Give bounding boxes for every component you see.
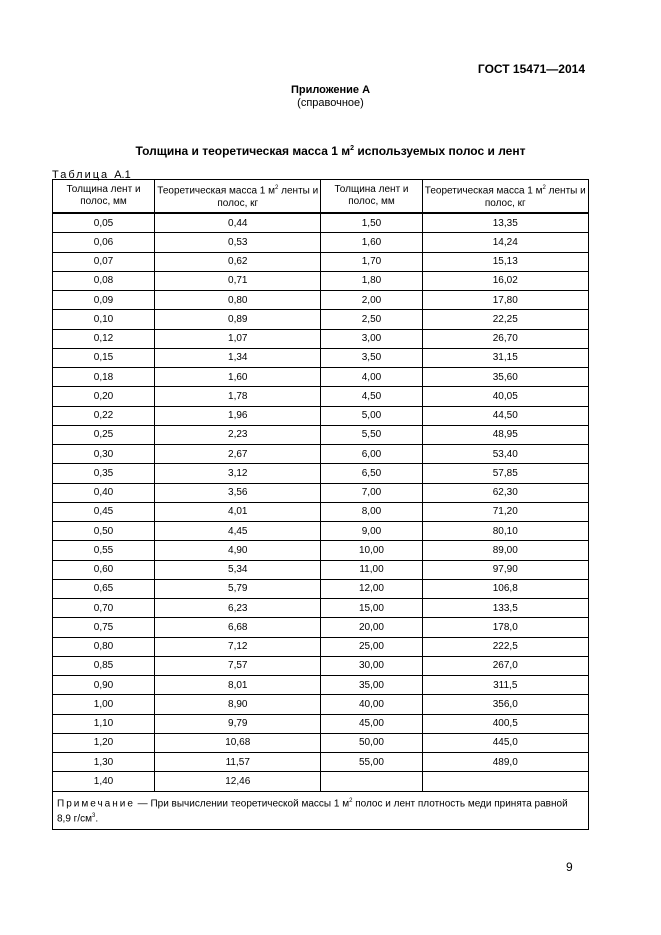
cell-mass-2: 133,5 xyxy=(422,599,588,618)
cell-thickness-1: 0,50 xyxy=(53,522,155,541)
cell-thickness-2: 12,00 xyxy=(321,579,422,598)
note-sup-2: 3 xyxy=(91,812,96,819)
cell-mass-2: 35,60 xyxy=(422,368,588,387)
header-mass-1-tail: ленты и полос, кг xyxy=(217,185,319,209)
table-row xyxy=(53,348,589,367)
cell-mass-1: 6,68 xyxy=(155,618,321,637)
cell-thickness-2: 35,00 xyxy=(321,676,422,695)
cell-mass-2: 71,20 xyxy=(422,502,588,521)
cell-mass-2: 356,0 xyxy=(422,695,588,714)
table-row xyxy=(53,541,589,560)
header-mass-1 xyxy=(155,180,321,214)
cell-thickness-2: 15,00 xyxy=(321,599,422,618)
header-mass-2-text: Теоретическая масса 1 м xyxy=(424,185,543,197)
cell-mass-1: 8,01 xyxy=(155,676,321,695)
table-row xyxy=(53,464,589,483)
cell-mass-1: 4,45 xyxy=(155,522,321,541)
table-note xyxy=(53,791,589,830)
cell-mass-1: 9,79 xyxy=(155,714,321,733)
table-row xyxy=(53,618,589,637)
cell-mass-2 xyxy=(422,772,588,791)
cell-mass-2: 222,5 xyxy=(422,637,588,656)
table-row xyxy=(53,310,589,329)
cell-mass-1: 4,01 xyxy=(155,502,321,521)
cell-mass-1: 2,67 xyxy=(155,445,321,464)
header-mass-2 xyxy=(422,180,588,214)
note-text-before: — При вычислении теоретической массы 1 м xyxy=(134,797,350,809)
table-row xyxy=(53,676,589,695)
cell-mass-1: 1,34 xyxy=(155,348,321,367)
cell-mass-2: 16,02 xyxy=(422,271,588,290)
cell-thickness-1: 0,25 xyxy=(53,425,155,444)
cell-thickness-1: 0,09 xyxy=(53,291,155,310)
cell-thickness-1: 0,85 xyxy=(53,656,155,675)
cell-thickness-1: 1,00 xyxy=(53,695,155,714)
cell-thickness-2: 11,00 xyxy=(321,560,422,579)
cell-mass-1: 3,12 xyxy=(155,464,321,483)
cell-thickness-1: 0,07 xyxy=(53,252,155,271)
table-body xyxy=(53,213,589,791)
cell-mass-2: 400,5 xyxy=(422,714,588,733)
cell-thickness-2: 10,00 xyxy=(321,541,422,560)
annex-title: Приложение А xyxy=(290,84,371,96)
cell-mass-1: 7,57 xyxy=(155,656,321,675)
header-thickness-1: Толщина лент и полос, мм xyxy=(53,180,155,214)
cell-thickness-2: 40,00 xyxy=(321,695,422,714)
table-row xyxy=(53,406,589,425)
header-mass-1-sup: 2 xyxy=(275,185,279,192)
data-table xyxy=(52,179,589,830)
document-title xyxy=(0,144,661,158)
table-row xyxy=(53,714,589,733)
cell-mass-1: 5,79 xyxy=(155,579,321,598)
cell-thickness-2: 4,50 xyxy=(321,387,422,406)
cell-thickness-2: 55,00 xyxy=(321,753,422,772)
table-row xyxy=(53,368,589,387)
table-row xyxy=(53,656,589,675)
cell-mass-2: 267,0 xyxy=(422,656,588,675)
cell-thickness-2: 25,00 xyxy=(321,637,422,656)
cell-mass-2: 106,8 xyxy=(422,579,588,598)
cell-mass-2: 15,13 xyxy=(422,252,588,271)
cell-mass-2: 311,5 xyxy=(422,676,588,695)
table-row xyxy=(53,599,589,618)
cell-thickness-1: 0,35 xyxy=(53,464,155,483)
standard-code: ГОСТ 15471—2014 xyxy=(477,62,585,76)
cell-mass-2: 57,85 xyxy=(422,464,588,483)
cell-mass-2: 80,10 xyxy=(422,522,588,541)
document-title-sup: 2 xyxy=(350,145,355,152)
cell-thickness-1: 0,65 xyxy=(53,579,155,598)
cell-thickness-1: 0,20 xyxy=(53,387,155,406)
cell-mass-2: 14,24 xyxy=(422,233,588,252)
cell-mass-1: 0,80 xyxy=(155,291,321,310)
cell-mass-2: 53,40 xyxy=(422,445,588,464)
table-row xyxy=(53,637,589,656)
table-row xyxy=(53,560,589,579)
cell-thickness-2: 5,50 xyxy=(321,425,422,444)
cell-thickness-2: 7,00 xyxy=(321,483,422,502)
table-row xyxy=(53,233,589,252)
cell-mass-2: 40,05 xyxy=(422,387,588,406)
cell-thickness-2: 30,00 xyxy=(321,656,422,675)
cell-mass-2: 44,50 xyxy=(422,406,588,425)
cell-mass-2: 17,80 xyxy=(422,291,588,310)
header-thickness-2: Толщина лент и полос, мм xyxy=(321,180,422,214)
cell-mass-2: 89,00 xyxy=(422,541,588,560)
cell-thickness-1: 1,20 xyxy=(53,733,155,752)
table-row xyxy=(53,387,589,406)
cell-mass-1: 5,34 xyxy=(155,560,321,579)
cell-thickness-1: 0,40 xyxy=(53,483,155,502)
table-note-row xyxy=(53,791,589,830)
cell-thickness-2: 1,80 xyxy=(321,271,422,290)
cell-mass-1: 4,90 xyxy=(155,541,321,560)
note-text-mid: полос и лент плотность меди принята равной 8,9 г/см xyxy=(57,797,568,825)
cell-mass-1: 6,23 xyxy=(155,599,321,618)
cell-mass-1: 0,44 xyxy=(155,213,321,233)
table-row xyxy=(53,483,589,502)
cell-mass-1: 12,46 xyxy=(155,772,321,791)
table-row xyxy=(53,522,589,541)
cell-thickness-2: 6,50 xyxy=(321,464,422,483)
cell-mass-1: 0,89 xyxy=(155,310,321,329)
cell-thickness-1: 0,08 xyxy=(53,271,155,290)
cell-thickness-1: 0,12 xyxy=(53,329,155,348)
cell-thickness-2: 5,00 xyxy=(321,406,422,425)
cell-mass-1: 1,96 xyxy=(155,406,321,425)
table-row xyxy=(53,695,589,714)
cell-mass-2: 13,35 xyxy=(422,213,588,233)
table-row xyxy=(53,502,589,521)
table-row xyxy=(53,213,589,233)
cell-mass-1: 10,68 xyxy=(155,733,321,752)
cell-thickness-2: 1,60 xyxy=(321,233,422,252)
cell-thickness-2: 20,00 xyxy=(321,618,422,637)
cell-mass-1: 0,71 xyxy=(155,271,321,290)
cell-thickness-2: 3,50 xyxy=(321,348,422,367)
cell-thickness-2: 9,00 xyxy=(321,522,422,541)
cell-thickness-1: 0,22 xyxy=(53,406,155,425)
cell-thickness-1: 1,30 xyxy=(53,753,155,772)
table-row xyxy=(53,733,589,752)
cell-mass-1: 1,07 xyxy=(155,329,321,348)
cell-thickness-2: 2,00 xyxy=(321,291,422,310)
document-title-text: Толщина и теоретическая масса 1 м xyxy=(135,144,351,158)
cell-thickness-2: 6,00 xyxy=(321,445,422,464)
cell-thickness-1: 0,90 xyxy=(53,676,155,695)
table-row xyxy=(53,425,589,444)
table-row xyxy=(53,772,589,791)
cell-mass-2: 31,15 xyxy=(422,348,588,367)
table-row xyxy=(53,271,589,290)
cell-thickness-1: 0,70 xyxy=(53,599,155,618)
cell-thickness-1: 0,05 xyxy=(53,213,155,233)
cell-thickness-1: 0,15 xyxy=(53,348,155,367)
header-mass-2-sup: 2 xyxy=(542,185,546,192)
table-row xyxy=(53,445,589,464)
cell-thickness-2: 8,00 xyxy=(321,502,422,521)
header-mass-1-text: Теоретическая масса 1 м xyxy=(157,185,276,197)
cell-thickness-1: 0,60 xyxy=(53,560,155,579)
table-header-row xyxy=(53,180,589,214)
table-row xyxy=(53,291,589,310)
cell-thickness-1: 0,80 xyxy=(53,637,155,656)
header-mass-2-tail: ленты и полос, кг xyxy=(484,185,586,209)
cell-thickness-2: 2,50 xyxy=(321,310,422,329)
table-row xyxy=(53,753,589,772)
document-title-text-after: используемых полос и лент xyxy=(354,144,526,158)
cell-mass-2: 62,30 xyxy=(422,483,588,502)
cell-mass-1: 2,23 xyxy=(155,425,321,444)
cell-thickness-1: 0,55 xyxy=(53,541,155,560)
cell-thickness-1: 0,18 xyxy=(53,368,155,387)
note-label: Примечание xyxy=(57,797,135,809)
cell-thickness-1: 1,10 xyxy=(53,714,155,733)
cell-thickness-2: 3,00 xyxy=(321,329,422,348)
cell-mass-2: 48,95 xyxy=(422,425,588,444)
cell-mass-2: 445,0 xyxy=(422,733,588,752)
annex-subtitle: (справочное) xyxy=(297,97,364,109)
table-row xyxy=(53,252,589,271)
cell-mass-1: 1,78 xyxy=(155,387,321,406)
cell-thickness-2: 1,50 xyxy=(321,213,422,233)
cell-thickness-2: 45,00 xyxy=(321,714,422,733)
cell-mass-1: 3,56 xyxy=(155,483,321,502)
cell-thickness-2: 1,70 xyxy=(321,252,422,271)
page-number: 9 xyxy=(566,860,573,874)
cell-thickness-1: 0,30 xyxy=(53,445,155,464)
cell-thickness-2 xyxy=(321,772,422,791)
table-label-word: Таблица xyxy=(52,169,110,181)
table-label-number: А.1 xyxy=(114,169,131,181)
cell-mass-2: 22,25 xyxy=(422,310,588,329)
cell-mass-2: 26,70 xyxy=(422,329,588,348)
cell-thickness-1: 0,06 xyxy=(53,233,155,252)
cell-mass-2: 489,0 xyxy=(422,753,588,772)
cell-mass-2: 178,0 xyxy=(422,618,588,637)
table-row xyxy=(53,329,589,348)
cell-thickness-1: 1,40 xyxy=(53,772,155,791)
cell-mass-1: 0,53 xyxy=(155,233,321,252)
cell-thickness-1: 0,75 xyxy=(53,618,155,637)
cell-mass-1: 0,62 xyxy=(155,252,321,271)
note-sup-1: 2 xyxy=(349,797,353,804)
cell-thickness-2: 4,00 xyxy=(321,368,422,387)
cell-mass-1: 8,90 xyxy=(155,695,321,714)
cell-thickness-2: 50,00 xyxy=(321,733,422,752)
note-text-end: . xyxy=(95,813,99,825)
cell-thickness-1: 0,10 xyxy=(53,310,155,329)
cell-thickness-1: 0,45 xyxy=(53,502,155,521)
cell-mass-1: 7,12 xyxy=(155,637,321,656)
table-row xyxy=(53,579,589,598)
cell-mass-1: 1,60 xyxy=(155,368,321,387)
cell-mass-2: 97,90 xyxy=(422,560,588,579)
cell-mass-1: 11,57 xyxy=(155,753,321,772)
